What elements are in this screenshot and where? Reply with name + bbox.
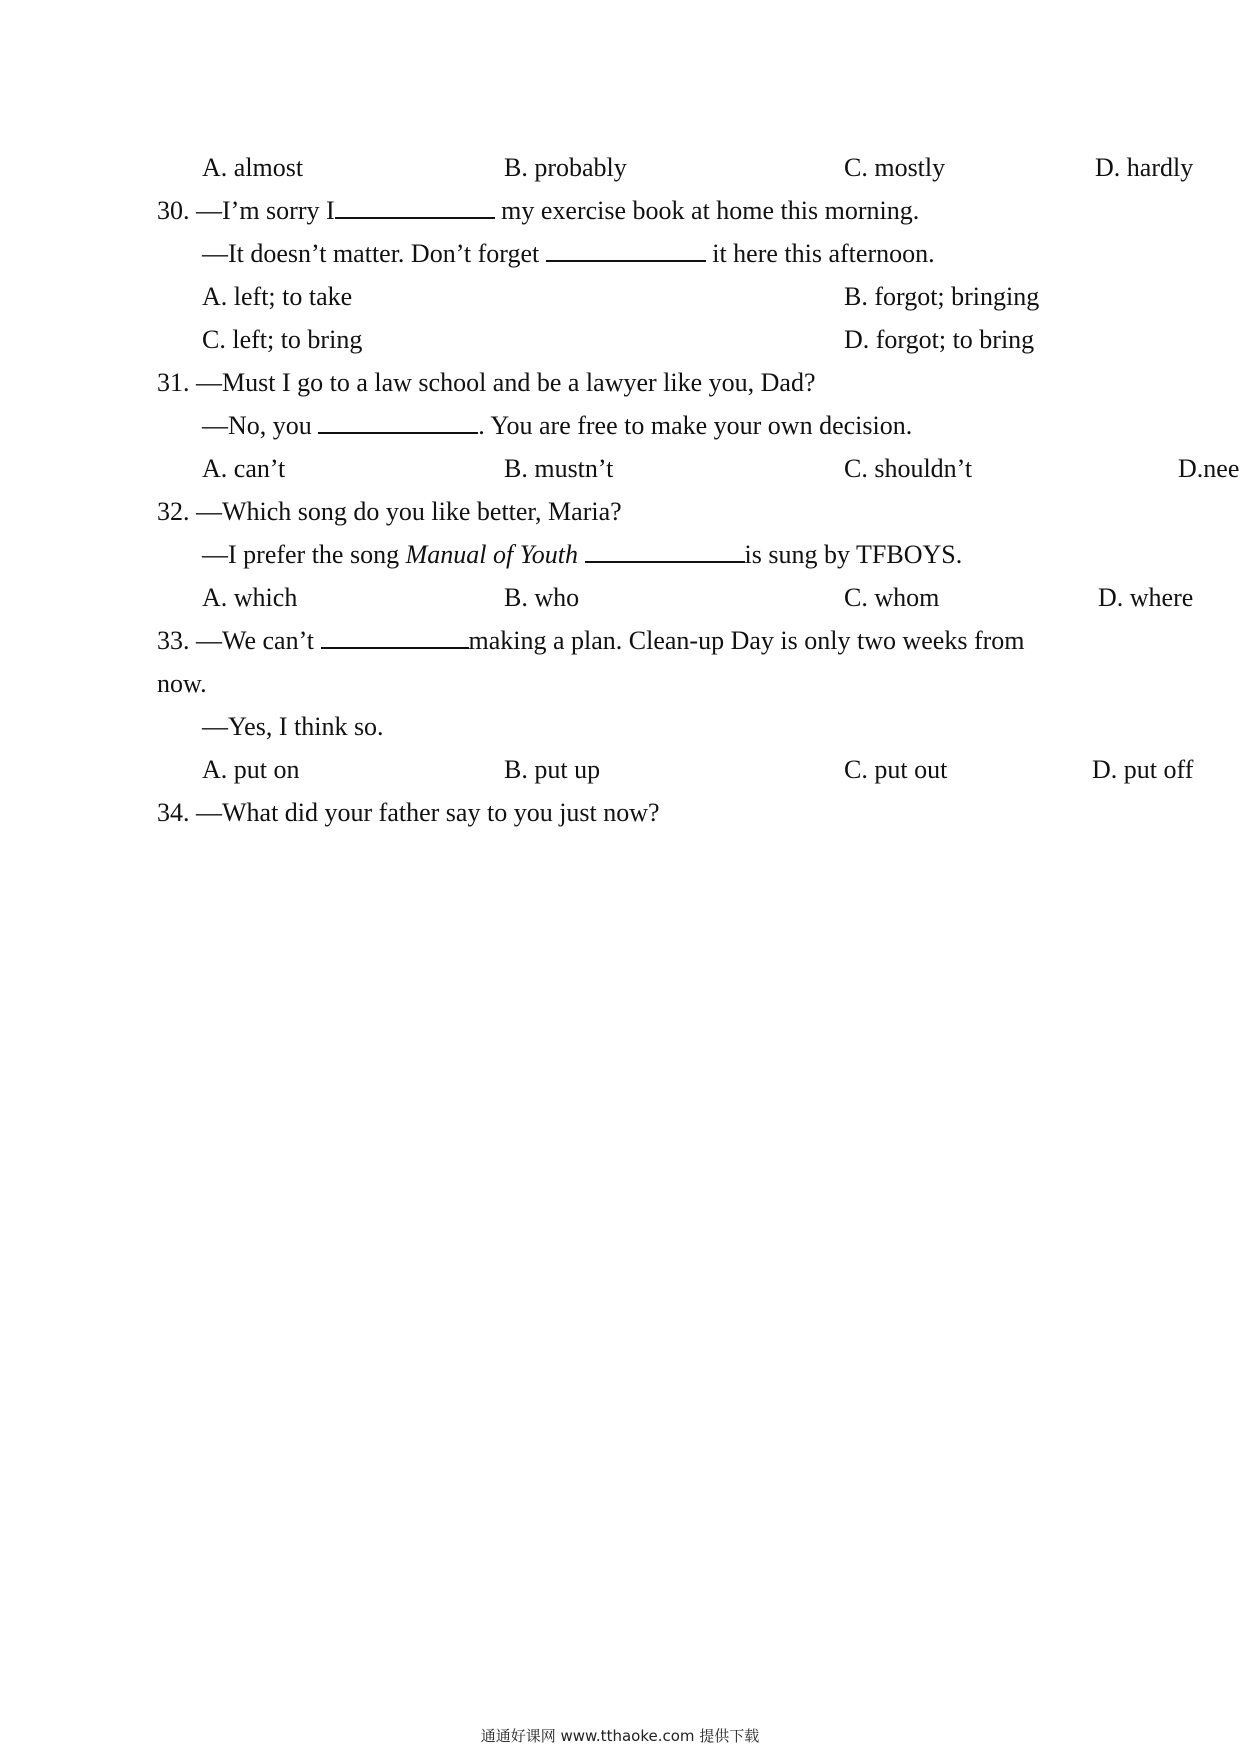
question-text: —Which song do you like better, Maria?	[196, 497, 622, 526]
song-title: Manual of Youth	[405, 540, 579, 569]
question-text: —We can’t	[196, 626, 321, 655]
answer-blank[interactable]	[321, 625, 469, 649]
answer-blank[interactable]	[335, 195, 495, 219]
question-number: 30.	[157, 196, 190, 225]
q33-option-c: C. put out	[844, 755, 948, 784]
answer-blank[interactable]	[318, 410, 478, 434]
q30-option-c: C. left; to bring	[202, 325, 363, 354]
question-text: . You are free to make your own decision.	[478, 411, 913, 440]
q30-option-d: D. forgot; to bring	[844, 325, 1035, 354]
question-text: —I’m sorry I	[196, 196, 335, 225]
question-number: 33.	[157, 626, 190, 655]
q32-option-a: A. which	[202, 583, 298, 612]
question-30-line-1	[157, 195, 919, 227]
q32-option-d: D. where	[1098, 583, 1194, 612]
question-text: —I prefer the song	[202, 540, 406, 569]
question-text: —What did your father say to you just now?	[196, 798, 660, 827]
question-32-line-1	[157, 496, 622, 528]
question-31-line-2	[202, 410, 912, 442]
q29-option-c: C. mostly	[844, 153, 946, 182]
q33-option-d: D. put off	[1092, 755, 1194, 784]
question-text: —No, you	[202, 411, 319, 440]
question-text: making a plan. Clean-up Day is only two weeks from	[468, 626, 1025, 655]
answer-blank[interactable]	[546, 238, 706, 262]
question-text: it here this afternoon.	[705, 239, 935, 268]
q31-option-a: A. can’t	[202, 454, 286, 483]
q29-option-b: B. probably	[504, 153, 627, 182]
q33-option-b: B. put up	[504, 755, 601, 784]
question-32-line-2	[202, 539, 962, 571]
q31-option-c: C. shouldn’t	[844, 454, 973, 483]
question-number: 31.	[157, 368, 190, 397]
q29-option-a: A. almost	[202, 153, 304, 182]
question-number: 34.	[157, 798, 190, 827]
question-33-wrap: now.	[157, 669, 207, 698]
page-footer: 通通好课网 www.tthaoke.com 提供下载	[480, 1727, 760, 1745]
question-30-line-2	[202, 238, 935, 270]
question-text: my exercise book at home this morning.	[494, 196, 920, 225]
q29-option-d: D. hardly	[1095, 153, 1194, 182]
answer-blank[interactable]	[585, 539, 745, 563]
question-33-line-2: —Yes, I think so.	[202, 712, 384, 741]
q31-option-d: D.nee	[1178, 454, 1240, 483]
question-34-line-1	[157, 797, 660, 829]
q30-option-b: B. forgot; bringing	[844, 282, 1040, 311]
q30-option-a: A. left; to take	[202, 282, 353, 311]
q32-option-c: C. whom	[844, 583, 940, 612]
question-31-line-1	[157, 367, 816, 399]
question-33-line-1	[157, 625, 1025, 657]
q31-option-b: B. mustn’t	[504, 454, 614, 483]
question-number: 32.	[157, 497, 190, 526]
q32-option-b: B. who	[504, 583, 580, 612]
question-text: —It doesn’t matter. Don’t forget	[202, 239, 546, 268]
question-text: is sung by TFBOYS.	[744, 540, 963, 569]
q33-option-a: A. put on	[202, 755, 300, 784]
question-text: —Must I go to a law school and be a lawyer like you, Dad?	[196, 368, 816, 397]
